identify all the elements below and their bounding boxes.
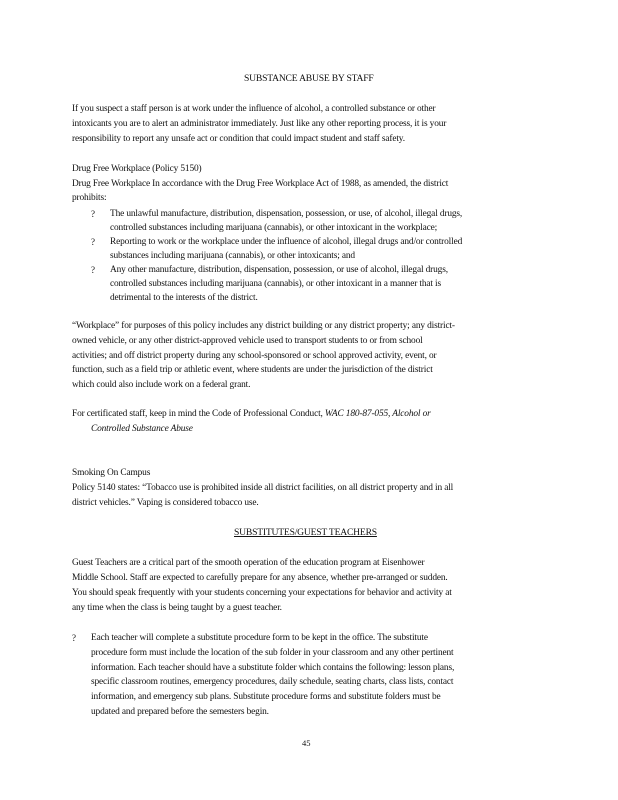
smoking-heading: Smoking On Campus	[72, 468, 151, 478]
substitute-bullet-line: Each teacher will complete a substitute procedure form to be kept in the office. The substitute	[91, 633, 428, 643]
prohibition-bullet-line: detrimental to the interests of the district.	[110, 293, 258, 303]
substance-intro-line: responsibility to report any unsafe act or condition that could impact student and staff safety.	[72, 134, 405, 144]
substitute-bullet-line: information. Each teacher should have a substitute folder which contains the following: lesson plans,	[91, 663, 455, 673]
drug-free-policy-line: Drug Free Workplace In accordance with the Drug Free Workplace Act of 1988, as amended, the district	[72, 179, 449, 189]
substance-intro-line: intoxicants you are to alert an administrator immediately. Just like any other reporting process, it is your	[72, 119, 447, 129]
substance-section-title: SUBSTANCE ABUSE BY STAFF	[244, 73, 374, 84]
substitute-section-title: SUBSTITUTES/GUEST TEACHERS	[234, 527, 377, 538]
substitute-bullet-line: procedure form must include the location of the sub folder in your classroom and any other pertinent	[91, 648, 454, 658]
wac-reference-text: For certificated staff, keep in mind the Code of Professional Conduct,	[72, 409, 325, 419]
bullet-marker: ?	[91, 209, 95, 219]
page-number: 45	[302, 738, 311, 748]
substitute-bullet-line: information, and emergency sub plans. Substitute procedure forms and substitute folders must be	[91, 692, 441, 702]
prohibition-bullet-line: The unlawful manufacture, distribution, dispensation, possession, or use, of alcohol, illegal drugs,	[110, 209, 463, 219]
smoking-policy-line: Policy 5140 states: “Tobacco use is prohibited inside all district facilities, on all district property and in all	[72, 483, 454, 493]
prohibition-bullet-line: Reporting to work or the workplace under the influence of alcohol, illegal drugs and/or controlled	[110, 237, 463, 247]
drug-free-policy-heading: Drug Free Workplace (Policy 5150)	[72, 164, 202, 174]
prohibition-bullet-line: Any other manufacture, distribution, dispensation, possession, or use of alcohol, illegal drugs,	[110, 265, 448, 275]
drug-free-policy-line: prohibits:	[72, 193, 107, 203]
workplace-definition-line: owned vehicle, or any other district-approved vehicle used to transport students to or from school	[72, 336, 423, 346]
wac-reference-citation-continued: Controlled Substance Abuse	[91, 424, 193, 434]
substitute-intro-line: Middle School. Staff are expected to carefully prepare for any absence, whether pre-arranged or sudden.	[72, 573, 448, 583]
substitute-intro-line: You should speak frequently with your students concerning your expectations for behavior and activity at	[72, 588, 452, 598]
substitute-intro-line: any time when the class is being taught by a guest teacher.	[72, 603, 282, 613]
substitute-bullet-line: specific classroom routines, emergency procedures, daily schedule, seating charts, class lists, contact	[91, 677, 454, 687]
workplace-definition-line: which could also include work on a federal grant.	[72, 380, 251, 390]
prohibition-bullet-line: controlled substances including marijuana (cannabis), or other intoxicant in a manner that is	[110, 279, 441, 289]
smoking-policy-line: district vehicles.” Vaping is considered tobacco use.	[72, 498, 259, 508]
substitute-intro-line: Guest Teachers are a critical part of the smooth operation of the education program at Eisenhower	[72, 558, 425, 568]
prohibition-bullet-line: substances including marijuana (cannabis), or other intoxicants; and	[110, 251, 355, 261]
workplace-definition-line: function, such as a field trip or athletic event, where students are under the jurisdiction of the district	[72, 365, 433, 375]
wac-reference-line	[72, 408, 431, 420]
bullet-marker: ?	[91, 265, 95, 275]
substitute-bullet-line: updated and prepared before the semesters begin.	[91, 707, 269, 717]
prohibition-bullet-line: controlled substances including marijuana (cannabis), or other intoxicant in the workplace;	[110, 223, 438, 233]
substance-intro-line: If you suspect a staff person is at work under the influence of alcohol, a controlled substance or other	[72, 104, 436, 114]
workplace-definition-line: activities; and off district property during any school-sponsored or school approved activity, event, or	[72, 351, 437, 361]
workplace-definition-line: “Workplace” for purposes of this policy includes any district building or any district property; any district-	[72, 321, 455, 331]
bullet-marker: ?	[72, 633, 76, 643]
bullet-marker: ?	[91, 237, 95, 247]
wac-reference-citation: WAC 180-87-055, Alcohol or	[324, 409, 431, 419]
